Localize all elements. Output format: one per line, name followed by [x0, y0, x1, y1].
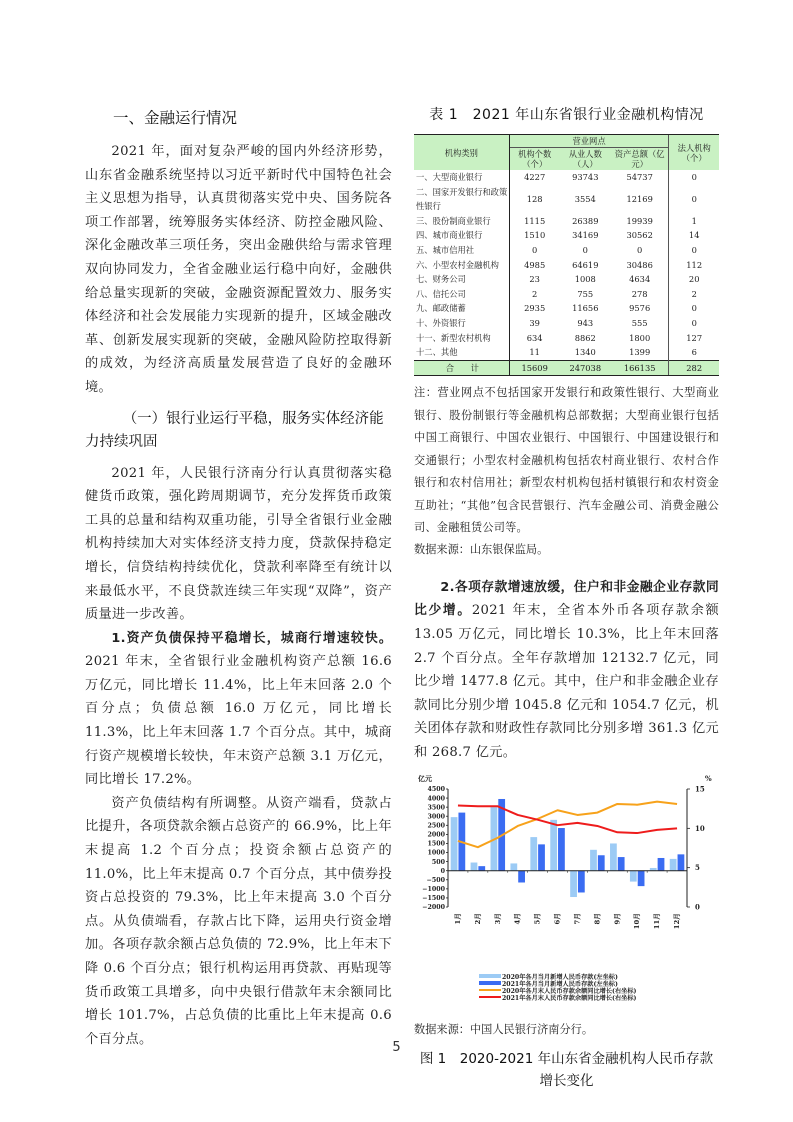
cell-name: 合 计 — [414, 360, 509, 376]
cell-legal: 1 — [669, 214, 719, 229]
cell-staff: 34169 — [572, 230, 599, 241]
cell-count: 1510 — [524, 230, 546, 241]
bar-2020 — [630, 870, 637, 881]
cell-count: 4227 — [524, 172, 546, 182]
legend-label: 2021年各月末人民币存款余额同比增长(右坐标) — [502, 994, 637, 1002]
cell-legal: 0 — [669, 185, 719, 214]
assets-paragraph-body: 2021 年末，全省银行业金融机构资产总额 16.6 万亿元，同比增长 11.4%，比上年末回落 2.0 个百分点；负债总额 16.0 万亿元，同比增长 11.3%，比上年末回落 1.7 个百分点。其中，城商行资产规模增长较快，年末资产总额 3.1 万亿元，同比增长 17.2%。 — [85, 654, 392, 788]
legend-bar-swatch — [479, 981, 501, 985]
bar-2021 — [558, 828, 565, 871]
right-tick-label: 5 — [695, 862, 700, 872]
bar-2021 — [638, 870, 645, 885]
deposit-chart-svg — [414, 771, 719, 966]
left-tick-label: −2000 — [422, 903, 445, 911]
table-row — [414, 331, 719, 346]
cell-assets: 54737 — [626, 172, 653, 182]
cell-legal: 282 — [669, 360, 719, 376]
table-row — [414, 243, 719, 258]
x-tick-label: 4月 — [513, 912, 522, 925]
cell-staff: 943 — [577, 317, 594, 328]
cell-count: 2935 — [524, 303, 546, 314]
cell-name: 九、邮政储蓄 — [414, 301, 509, 316]
cell-staff: 93743 — [572, 172, 599, 182]
chart-source: 数据来源：中国人民银行济南分行。 — [414, 1022, 594, 1036]
cell-name: 四、城市商业银行 — [414, 228, 509, 243]
bar-2020 — [471, 862, 478, 870]
cell-count: 39 — [529, 317, 540, 328]
bar-2021 — [538, 844, 545, 870]
bar-2021 — [598, 855, 605, 870]
cell-legal: 20 — [669, 272, 719, 287]
institutions-table — [414, 134, 719, 376]
cell-count: 15609 — [509, 360, 559, 376]
bar-2020 — [530, 837, 537, 871]
deposits-paragraph-body: 2021 年末，全省本外币各项存款余额 13.05 万亿元，同比增长 10.3%，比上年末回落 2.7 个百分点。全年存款增加 12132.7 亿元，同比少增 1477.8 亿元。其中，住户和非金融企业存款同比分别少增 1045.8 亿元和 1054.7 亿元，机关团体存款和财政性存款同比分别多增 361.3 亿元和 268.7 亿元。 — [414, 603, 720, 760]
assets-paragraph-lead: 1.资产负债保持平稳增长，城商行增速较快。 — [111, 630, 392, 646]
cell-count: 634 — [526, 332, 543, 343]
legend-label: 2021年各月当月新增人民币存款(左坐标) — [502, 980, 618, 988]
table-row — [414, 345, 719, 360]
cell-assets: 166135 — [611, 360, 669, 376]
cell-name: 二、国家开发银行和政策性银行 — [414, 185, 509, 214]
header-network: 营业网点 — [509, 135, 669, 148]
deposit-chart — [414, 771, 719, 966]
x-tick-label: 5月 — [533, 912, 542, 925]
x-tick-label: 10月 — [633, 912, 642, 929]
left-tick-label: 0 — [440, 867, 445, 875]
cell-assets: 4634 — [629, 274, 651, 285]
cell-name: 十、外资银行 — [414, 316, 509, 331]
bar-2020 — [590, 849, 597, 870]
cell-assets: 0 — [637, 244, 643, 255]
cell-staff: 755 — [577, 288, 594, 299]
chart-legend — [414, 966, 719, 1016]
banking-paragraph: 2021 年，人民银行济南分行认真贯彻落实稳健货币政策，强化跨周期调节，充分发挥货币政策工具的总量和结构双重功能，引导全省银行业金融机构持续加大对实体经济支持力度，贷款保持稳定增长，信贷结构持续优化，贷款利率降至有统计以来最低水平，不良贷款连续三年实现“双降”，资产质量进一步改善。 — [85, 465, 392, 623]
table-source: 数据来源：山东银保监局。 — [414, 542, 549, 556]
cell-name: 十一、新型农村机构 — [414, 331, 509, 346]
bar-2020 — [610, 843, 617, 870]
cell-count: 2 — [532, 288, 538, 299]
cell-staff: 1340 — [574, 347, 596, 358]
table-row — [414, 287, 719, 302]
cell-assets: 30486 — [626, 259, 653, 270]
cell-staff: 3554 — [574, 193, 596, 204]
cell-staff: 64619 — [572, 259, 599, 270]
deposits-paragraph — [414, 576, 719, 765]
header-staff: 从业人数（人） — [560, 148, 611, 171]
cell-assets: 1800 — [629, 332, 651, 343]
bar-2021 — [658, 858, 665, 871]
cell-staff: 1008 — [574, 274, 596, 285]
cell-count: 1115 — [524, 215, 546, 226]
x-tick-label: 8月 — [593, 912, 602, 925]
cell-name: 一、大型商业银行 — [414, 170, 509, 185]
cell-staff: 247038 — [560, 360, 611, 376]
cell-assets: 555 — [631, 317, 648, 328]
table-row — [414, 272, 719, 287]
bar-2020 — [550, 819, 557, 870]
right-axis-unit: % — [705, 773, 712, 783]
bar-2020 — [670, 858, 677, 870]
right-column — [414, 100, 719, 1092]
subsection-heading: （一）银行业运行平稳，服务实体经济能力持续巩固 — [85, 410, 384, 450]
left-tick-label: −1000 — [422, 885, 445, 893]
table-note: 注：营业网点不包括国家开发银行和政策性银行、大型商业银行、股份制银行等金融机构总部数据；大型商业银行包括中国工商银行、中国农业银行、中国银行、中国建设银行和交通银行；小型农村金融机构包括农村商业银行、农村合作银行和农村信用社；新型农村机构包括村镇银行和农村资金互助社；“其他”包含民营银行、汽车金融公司、消费金融公司、金融租赁公司等。 — [414, 386, 719, 535]
deposits-paragraph-lead: 2.各项存款增速放缓，住户和非金融企业存款同比少增。 — [414, 579, 719, 619]
left-tick-label: 2500 — [427, 822, 445, 830]
cell-legal: 2 — [669, 287, 719, 302]
cell-legal: 127 — [669, 331, 719, 346]
section-heading: 一、金融运行情况 — [113, 109, 238, 127]
table-row — [414, 214, 719, 229]
cell-name: 三、股份制商业银行 — [414, 214, 509, 229]
left-tick-label: 4000 — [427, 794, 445, 802]
table-total-row — [414, 360, 719, 376]
bar-2020 — [510, 863, 517, 870]
cell-legal: 112 — [669, 258, 719, 273]
legend-bar-swatch — [479, 974, 501, 978]
bar-2021 — [678, 854, 685, 870]
table-row — [414, 316, 719, 331]
cell-assets: 19939 — [626, 215, 653, 226]
bar-2020 — [570, 870, 577, 896]
cell-staff: 0 — [582, 244, 588, 255]
figure-title-line1: 图 1 2020-2021 年山东省金融机构人民币存款 — [419, 1050, 714, 1067]
cell-assets: 12169 — [626, 193, 653, 204]
x-tick-label: 11月 — [653, 912, 662, 929]
figure-title-line2: 增长变化 — [539, 1072, 594, 1089]
bar-2021 — [478, 866, 485, 871]
table-row — [414, 228, 719, 243]
cell-staff: 8862 — [574, 332, 596, 343]
cell-name: 八、信托公司 — [414, 287, 509, 302]
cell-legal: 0 — [669, 170, 719, 185]
cell-name: 六、小型农村金融机构 — [414, 258, 509, 273]
table-row — [414, 185, 719, 214]
bar-2020 — [451, 817, 458, 871]
header-count: 机构个数（个） — [509, 148, 559, 171]
left-tick-label: 2000 — [427, 831, 445, 839]
cell-legal: 0 — [669, 316, 719, 331]
left-column — [85, 100, 392, 1051]
legend-label: 2020年各月当月新增人民币存款(左坐标) — [502, 973, 618, 981]
cell-staff: 26389 — [572, 215, 599, 226]
left-tick-label: 3000 — [427, 812, 445, 820]
x-tick-label: 9月 — [613, 912, 622, 925]
left-tick-label: 4500 — [427, 785, 445, 793]
table-row — [414, 170, 719, 185]
page-number: 5 — [392, 1040, 401, 1055]
bar-2021 — [578, 870, 585, 892]
cell-count: 0 — [532, 244, 538, 255]
cell-legal: 6 — [669, 345, 719, 360]
left-tick-label: 3500 — [427, 803, 445, 811]
left-tick-label: −1500 — [422, 894, 445, 902]
table-row — [414, 258, 719, 273]
left-tick-label: 1000 — [427, 849, 445, 857]
cell-assets: 1399 — [629, 347, 651, 358]
cell-name: 七、财务公司 — [414, 272, 509, 287]
legend-line-swatch — [479, 996, 501, 998]
x-tick-label: 6月 — [553, 912, 562, 925]
cell-staff: 11656 — [572, 303, 599, 314]
left-axis-unit: 亿元 — [418, 773, 432, 783]
legend-item — [479, 993, 636, 1002]
x-tick-label: 7月 — [573, 912, 582, 925]
left-tick-label: 1500 — [427, 840, 445, 848]
header-category: 机构类别 — [414, 135, 509, 171]
left-tick-label: −500 — [426, 876, 445, 884]
left-tick-label: 500 — [431, 858, 445, 866]
header-assets: 资产总额（亿元） — [611, 148, 669, 171]
cell-assets: 30562 — [626, 230, 653, 241]
cell-name: 十二、其他 — [414, 345, 509, 360]
table-title: 表 1 2021 年山东省银行业金融机构情况 — [429, 107, 704, 123]
cell-count: 11 — [529, 347, 540, 358]
cell-legal: 0 — [669, 301, 719, 316]
legend-line-swatch — [479, 989, 501, 991]
cell-legal: 14 — [669, 228, 719, 243]
cell-count: 4985 — [524, 259, 546, 270]
bar-2021 — [618, 857, 625, 871]
right-tick-label: 0 — [695, 902, 700, 912]
legend-label: 2020年各月末人民币存款余额同比增长(右坐标) — [502, 987, 637, 995]
right-tick-label: 10 — [695, 823, 705, 833]
x-tick-label: 2月 — [473, 912, 482, 925]
intro-paragraph: 2021 年，面对复杂严峻的国内外经济形势，山东省金融系统坚持以习近平新时代中国特色社会主义思想为指导，认真贯彻落实党中央、国务院各项工作部署，统筹服务实体经济、防控金融风险、深化金融改革三项任务，突出金融供给与需求管理双向协同发力，全省金融业运行稳中向好，金融供给总量实现新的突破，金融资源配置效力、服务实体经济和社会发展能力实现新的提升，区域金融改革、创新发展实现新的突破，金融风险防控取得新的成效，为经济高质量发展营造了良好的金融环境。 — [85, 144, 392, 395]
cell-legal: 0 — [669, 243, 719, 258]
cell-count: 23 — [529, 274, 540, 285]
x-tick-label: 12月 — [673, 912, 682, 929]
header-legal: 法人机构（个） — [669, 135, 719, 171]
right-tick-label: 15 — [695, 784, 705, 794]
assets-paragraph — [85, 627, 392, 792]
table-row — [414, 301, 719, 316]
x-tick-label: 1月 — [453, 912, 462, 925]
cell-name: 五、城市信用社 — [414, 243, 509, 258]
structure-paragraph: 资产负债结构有所调整。从资产端看，贷款占比提升，各项贷款余额占总资产的 66.9%，比上年末提高 1.2 个百分点；投资余额占总资产的 11.0%，比上年末提高 0.7 个百分点，其中债券投资占总投资的 79.3%，比上年末提高 3.0 个百分点。从负债端看，存款占比下降，运用央行资金增加。各项存款余额占总负债的 72.9%，比上年末下降 0.6 个百分点；银行机构运用再贷款、再贴现等货币政策工具增多，向中央银行借款年末余额同比增长 101.7%，占总负债的比重比上年末提高 0.6 个百分点。 — [85, 795, 392, 1047]
cell-assets: 278 — [631, 288, 648, 299]
cell-assets: 9576 — [629, 303, 651, 314]
cell-count: 128 — [526, 193, 543, 204]
x-tick-label: 3月 — [493, 912, 502, 925]
bar-2021 — [518, 870, 525, 882]
